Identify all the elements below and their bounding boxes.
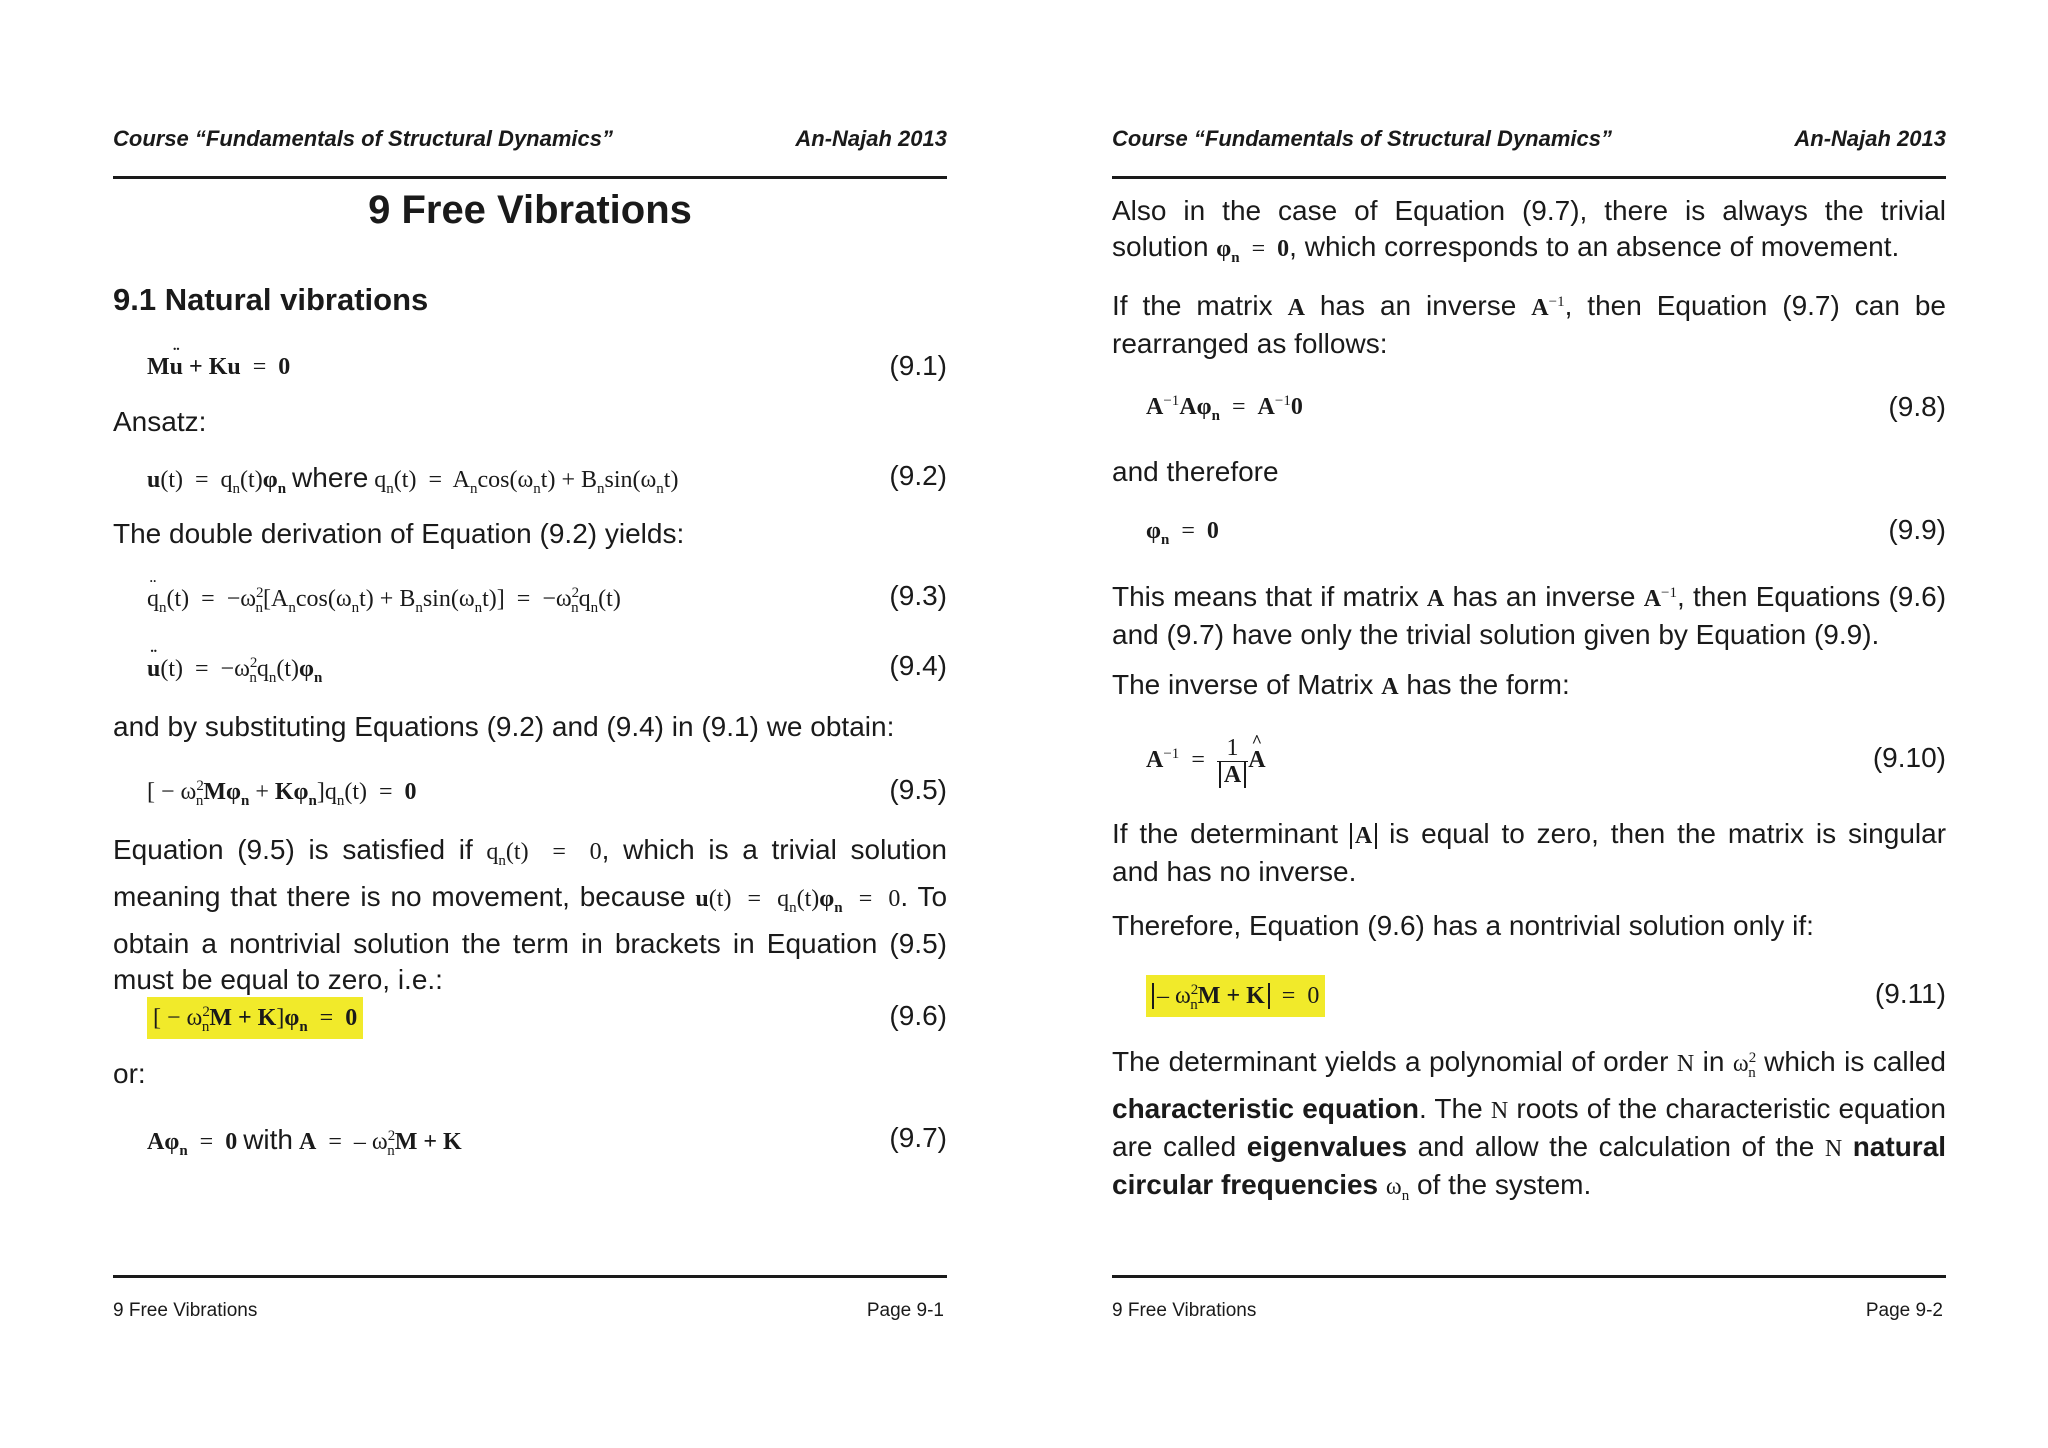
equation-highlight: – $\omega^2_nM + K = 0$ [1146, 975, 1325, 1017]
footer-rule [113, 1275, 947, 1278]
equation-9-8: $A^{-1}A\varphi_n = A^{-1}0$ [1146, 393, 1303, 424]
paragraph-trivial-solution: Also in the case of Equation (9.7), there is always the trivial solution $\varphi_n = 0$, which corresponds to an absence of movement. [1112, 195, 1946, 266]
equation-9-6 [147, 1004, 363, 1036]
equation-9-5: [ − $\omega^2_nM\varphi_n + K\varphi_n]q_n(t) = 0$ [147, 778, 417, 809]
equation-number: (9.9) [1888, 514, 1946, 545]
footer-rule [1112, 1275, 1946, 1278]
equation-number: (9.3) [889, 580, 947, 611]
section-title: 9.1 Natural vibrations [113, 282, 429, 317]
paragraph-eq-9-5: Equation (9.5) is satisfied if $q_n(t) = 0$, which is a trivial solution meaning that there is no movement, because $u(t) = q_n(t)\varphi_n = 0$. To obtain a nontrivial solution the term in brackets in Equation (9.5) must be equal to zero, i.e.: [113, 834, 948, 995]
equation-9-1: M¨ u + Ku = 0 [147, 354, 290, 381]
paragraph-inverse: If the matrix A has an inverse $A^{-1}$, then Equation (9.7) can be rearranged as follows: [1112, 290, 1947, 359]
paragraph-substituting: and by substituting Equations (9.2) and (9.4) in (9.1) we obtain: [113, 711, 895, 742]
equation-number: (9.5) [889, 774, 947, 805]
equation-highlight: [ − $\omega^2_nM + K]\varphi_n = 0$ [147, 997, 363, 1039]
equation-number: (9.4) [889, 650, 947, 681]
paragraph-nontrivial: Therefore, Equation (9.6) has a nontrivial solution only if: [1112, 910, 1814, 941]
header-rule [1112, 176, 1946, 179]
page-header [113, 126, 947, 156]
page-number: Page 9-2 [1865, 1300, 1943, 1321]
equation-9-11 [1146, 982, 1325, 1014]
header-course: Course “Fundamentals of Structural Dynamics” [113, 126, 613, 151]
equation-9-4: ¨ $u(t) = -\omega^2_nq_n(t)\varphi_n$ [147, 655, 322, 687]
with-text: with [243, 1124, 293, 1155]
header-institution: An-Najah 2013 [1794, 126, 1946, 151]
page-left [113, 0, 947, 1448]
where-text: where [292, 462, 369, 493]
header-institution: An-Najah 2013 [795, 126, 947, 151]
equation-number: (9.6) [889, 1000, 947, 1031]
equation-number: (9.2) [889, 460, 947, 491]
paragraph-characteristic-equation: The determinant yields a polynomial of order N in $\omega^2_n$ which is called characteristic equation. The N roots of the characteristic equation are called eigenvalues and allow the calculation of the N natural circular frequencies $\omega_n$ of the system. [1112, 1046, 1947, 1204]
equation-9-2: $u(t) = q_n(t)\varphi_n$ where $q_n(t) = A_n\cos(\omega_nt) + B_n\sin(\omega_nt)$ [147, 462, 679, 497]
paragraph-inverse-form: The inverse of Matrix A has the form: [1112, 669, 1570, 700]
paragraph-determinant-zero: If the determinant A is equal to zero, then the matrix is singular and has no inverse. [1112, 818, 1947, 887]
and-therefore-text: and therefore [1112, 456, 1279, 487]
header-course: Course “Fundamentals of Structural Dynamics” [1112, 126, 1612, 151]
equation-number: (9.10) [1872, 742, 1946, 773]
or-text: or: [113, 1058, 146, 1089]
page-number: Page 9-1 [866, 1300, 944, 1321]
ansatz-label: Ansatz: [113, 406, 207, 437]
page-right [1112, 0, 1946, 1448]
chapter-title: 9 Free Vibrations [368, 188, 692, 232]
paragraph-only-trivial: This means that if matrix A has an inverse $A^{-1}$, then Equations (9.6) and (9.7) have only the trivial solution given by Equation (9.9). [1112, 581, 1947, 650]
equation-9-3: ¨ $q_n(t) = -\omega^2_n[A_n\cos(\omega_nt) + B_n\sin(\omega_nt)] = -\omega^2_nq_n(t)$ [147, 585, 621, 617]
equation-number: (9.7) [889, 1122, 947, 1153]
page-header [1112, 126, 1946, 156]
footer-chapter: 9 Free Vibrations [113, 1300, 258, 1321]
equation-number: (9.11) [1874, 978, 1946, 1009]
equation-9-7: $A\varphi_n = 0$ with A = – $\omega^2_nM + K$ [147, 1124, 462, 1159]
equation-number: (9.1) [889, 350, 947, 381]
header-rule [113, 176, 947, 179]
equation-9-9: $\varphi_n = 0$ [1146, 518, 1219, 548]
equation-number: (9.8) [1888, 391, 1946, 422]
paragraph-double-derivation: The double derivation of Equation (9.2) yields: [113, 518, 685, 549]
equation-9-10: $A^{-1}$ = $\frac{1}{A}$ ^ A [1146, 735, 1266, 788]
footer-chapter: 9 Free Vibrations [1112, 1300, 1257, 1321]
